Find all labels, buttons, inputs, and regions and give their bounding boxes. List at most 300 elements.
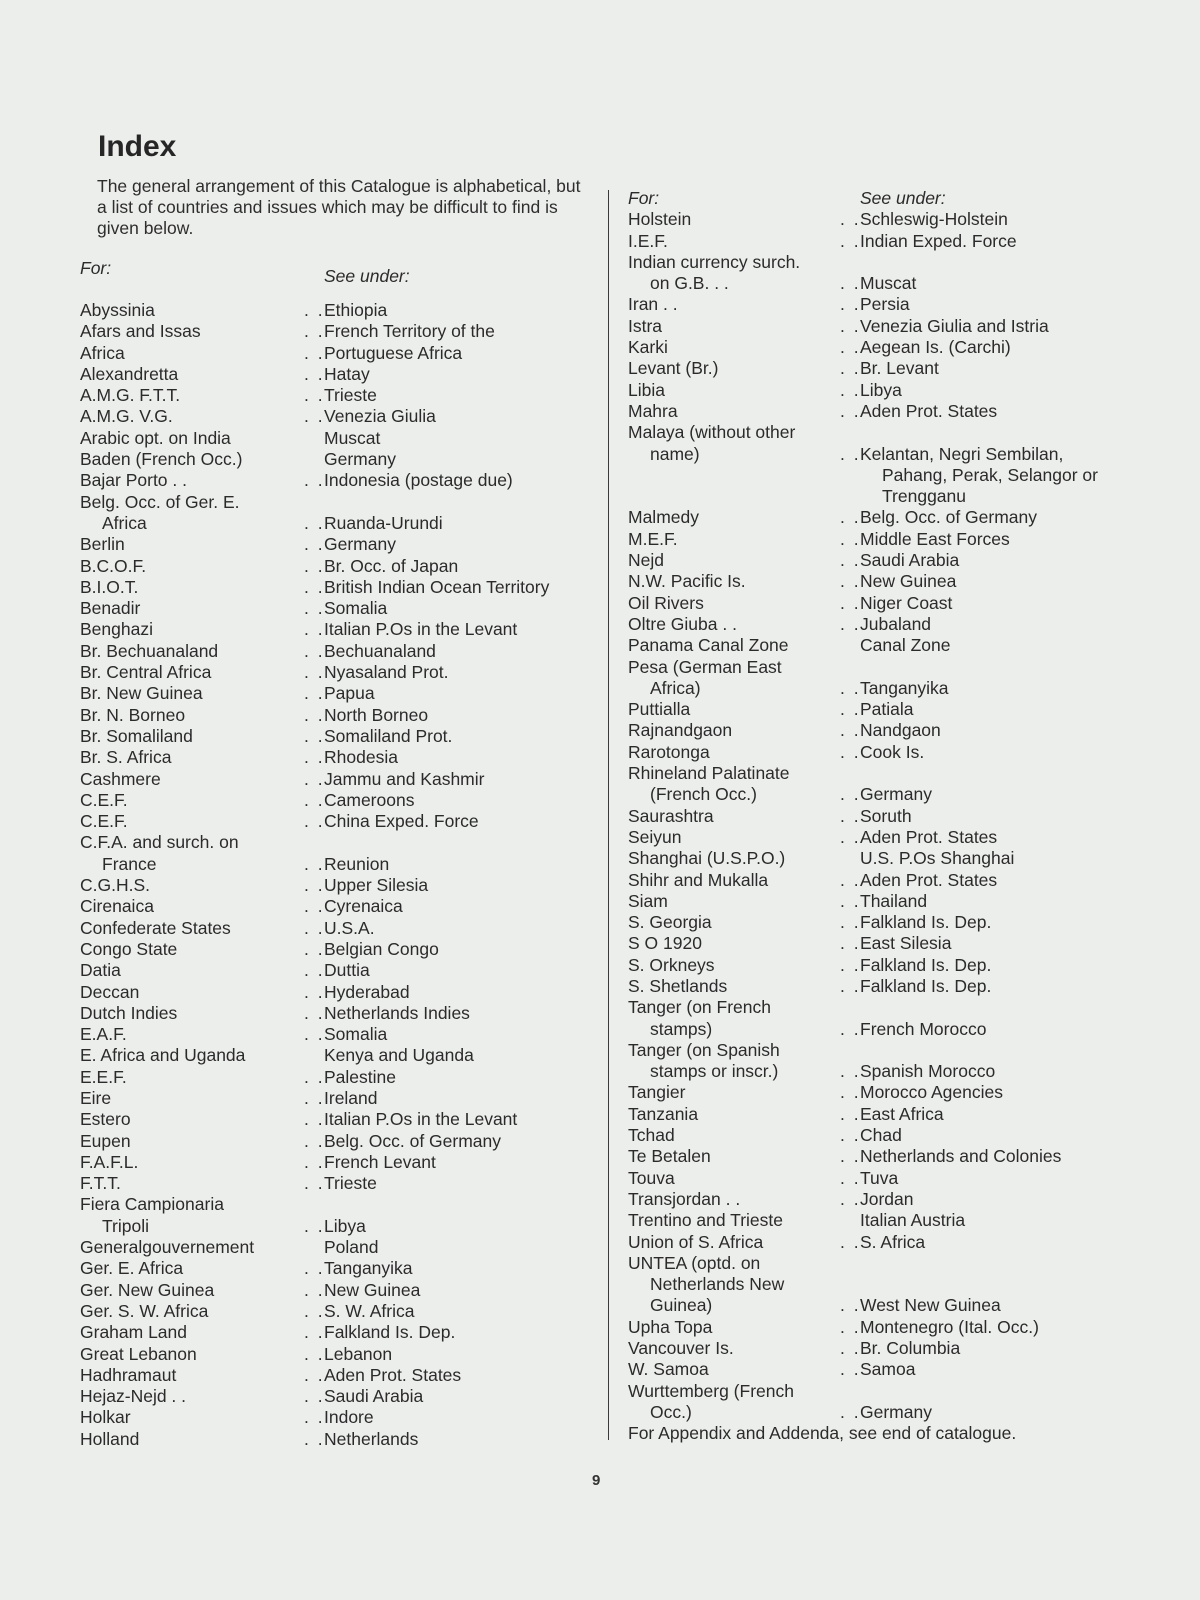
index-entry [628, 252, 1148, 273]
leader-dots: . . [840, 805, 861, 826]
entry-see-under: Netherlands and Colonies [860, 1146, 1062, 1167]
index-entry [628, 550, 1148, 571]
entry-see-under: Venezia Giulia [324, 406, 436, 427]
index-entry [628, 1295, 1148, 1316]
entry-for: Tanzania [628, 1103, 699, 1124]
entry-for: Panama Canal Zone [628, 635, 789, 656]
index-entry [80, 769, 592, 790]
entry-for: Tanger (on French [628, 997, 771, 1018]
entry-see-under: Canal Zone [860, 635, 951, 656]
leader-dots: . . [304, 640, 325, 661]
entry-for: Occ.) [650, 1401, 692, 1422]
leader-dots [304, 449, 314, 470]
entry-see-under: Somaliland Prot. [324, 725, 453, 746]
index-entry [628, 614, 1148, 635]
leader-dots [840, 465, 850, 486]
leader-dots: . . [304, 662, 325, 683]
leader-dots: . . [840, 975, 861, 996]
entry-for: Pesa (German East [628, 656, 782, 677]
entry-for: Berlin [80, 534, 125, 555]
entry-for: (French Occ.) [650, 784, 757, 805]
entry-see-under: Germany [860, 784, 932, 805]
leader-dots: . . [840, 294, 861, 315]
leader-dots: . . [840, 550, 861, 571]
entry-see-under: Aden Prot. States [324, 1364, 462, 1385]
index-entry [80, 1407, 592, 1428]
entry-for: Iran . . [628, 294, 678, 315]
entry-see-under: Cameroons [324, 789, 415, 810]
entry-see-under: Samoa [860, 1359, 916, 1380]
leader-dots: . . [304, 512, 325, 533]
index-entry [628, 1402, 1148, 1423]
leader-dots: . . [304, 725, 325, 746]
entry-for: C.G.H.S. [80, 875, 151, 896]
entry-for: Vancouver Is. [628, 1338, 734, 1359]
leader-dots: . . [304, 1024, 325, 1045]
entry-see-under: Tanganyika [860, 677, 949, 698]
for-header: For: [80, 258, 112, 278]
entry-see-under: New Guinea [860, 571, 957, 592]
index-entry [628, 1210, 1148, 1231]
index-entry [80, 577, 592, 598]
entry-see-under: Duttia [324, 960, 370, 981]
entry-see-under: Falkland Is. Dep. [860, 912, 992, 933]
entry-for: Tangier [628, 1082, 686, 1103]
entry-for: Indian currency surch. [628, 251, 801, 272]
entry-for: Levant (Br.) [628, 358, 719, 379]
leader-dots [840, 486, 850, 507]
leader-dots: . . [304, 1151, 325, 1172]
entry-for: S. Shetlands [628, 975, 728, 996]
entry-for: Cirenaica [80, 896, 154, 917]
leader-dots: . . [840, 209, 861, 230]
leader-dots: . . [304, 555, 325, 576]
entry-for: Oil Rivers [628, 592, 704, 613]
index-entry [628, 358, 1148, 379]
entry-see-under: Saudi Arabia [860, 550, 960, 571]
entry-for: S. Orkneys [628, 954, 715, 975]
entry-for: Cashmere [80, 768, 161, 789]
leader-dots: . . [840, 1338, 861, 1359]
entry-for: E.A.F. [80, 1024, 127, 1045]
entry-see-under: Italian P.Os in the Levant [324, 1109, 518, 1130]
index-column-right [628, 188, 1148, 1445]
index-entry [628, 1274, 1148, 1295]
index-entry [628, 657, 1148, 678]
index-entry [80, 534, 592, 555]
column-divider [608, 190, 609, 1440]
entry-for: F.A.F.L. [80, 1151, 139, 1172]
leader-dots: . . [840, 912, 861, 933]
leader-dots: . . [840, 1103, 861, 1124]
entry-for: F.T.T. [80, 1173, 121, 1194]
index-entry [80, 832, 592, 853]
entry-see-under: Jammu and Kashmir [324, 768, 485, 789]
leader-dots: . . [304, 789, 325, 810]
leader-dots [840, 848, 850, 869]
entry-see-under: Kelantan, Negri Sembilan, [860, 443, 1064, 464]
index-entry [628, 806, 1148, 827]
leader-dots: . . [304, 576, 325, 597]
entry-see-under: Netherlands [324, 1428, 419, 1449]
index-entry [80, 747, 592, 768]
index-column-left [80, 258, 592, 1450]
entry-for: Trentino and Trieste [628, 1210, 783, 1231]
entry-for: W. Samoa [628, 1359, 709, 1380]
entry-see-under: U.S.A. [324, 917, 375, 938]
index-entry [628, 870, 1148, 891]
entry-for: Africa [102, 512, 147, 533]
index-entry [80, 1152, 592, 1173]
index-entry [628, 507, 1148, 528]
index-entry [80, 982, 592, 1003]
leader-dots: . . [840, 571, 861, 592]
entry-for: Congo State [80, 938, 178, 959]
index-entry [628, 997, 1148, 1018]
entry-for: Br. N. Borneo [80, 704, 186, 725]
leader-dots: . . [304, 981, 325, 1002]
index-entry [628, 422, 1148, 443]
entry-for: Estero [80, 1109, 131, 1130]
index-entry [628, 401, 1148, 422]
entry-see-under: Poland [324, 1237, 379, 1258]
entry-for: Union of S. Africa [628, 1231, 764, 1252]
index-entry [628, 976, 1148, 997]
entry-for: Ger. S. W. Africa [80, 1300, 209, 1321]
index-entry [80, 470, 592, 491]
entry-see-under: Middle East Forces [860, 528, 1010, 549]
entry-for: Mahra [628, 400, 678, 421]
index-entry [80, 1045, 592, 1066]
index-entry [628, 1168, 1148, 1189]
leader-dots: . . [840, 315, 861, 336]
index-entry [628, 827, 1148, 848]
leader-dots: . . [304, 534, 325, 555]
index-entry [80, 1173, 592, 1194]
leader-dots: . . [840, 933, 861, 954]
leader-dots: . . [304, 619, 325, 640]
entry-for: Te Betalen [628, 1146, 711, 1167]
entry-for: Datia [80, 960, 121, 981]
leader-dots: . . [304, 1087, 325, 1108]
leader-dots: . . [840, 273, 861, 294]
entry-see-under: Soruth [860, 805, 912, 826]
index-entry [80, 683, 592, 704]
index-entry [80, 854, 592, 875]
leader-dots: . . [840, 890, 861, 911]
index-entry [80, 1322, 592, 1343]
index-entry [628, 1359, 1148, 1380]
entry-for: Eupen [80, 1130, 131, 1151]
entry-see-under: Montenegro (Ital. Occ.) [860, 1316, 1039, 1337]
leader-dots: . . [304, 406, 325, 427]
entry-for: Graham Land [80, 1322, 188, 1343]
index-entry [628, 1317, 1148, 1338]
leader-dots [840, 763, 850, 784]
entry-see-under: Libya [860, 379, 902, 400]
leader-dots: . . [304, 960, 325, 981]
index-entry [80, 811, 592, 832]
index-entry [628, 1125, 1148, 1146]
leader-dots: . . [840, 507, 861, 528]
entry-for: Ger. New Guinea [80, 1279, 215, 1300]
entry-for: Alexandretta [80, 363, 179, 384]
entry-see-under: Tanganyika [324, 1258, 413, 1279]
entry-for: Fiera Campionaria [80, 1194, 224, 1215]
index-entry [628, 294, 1148, 315]
entry-for: Libia [628, 379, 665, 400]
entry-for: Belg. Occ. of Ger. E. [80, 491, 240, 512]
leader-dots: . . [304, 385, 325, 406]
entry-for: B.C.O.F. [80, 555, 147, 576]
leader-dots: . . [840, 1295, 861, 1316]
entry-see-under: Saudi Arabia [324, 1386, 424, 1407]
entry-see-under: French Morocco [860, 1018, 987, 1039]
entry-see-under: Germany [324, 534, 396, 555]
leader-dots: . . [840, 337, 861, 358]
index-entry [80, 641, 592, 662]
index-entry [628, 209, 1148, 230]
leader-dots [840, 657, 850, 678]
entry-see-under: Aden Prot. States [860, 400, 998, 421]
leader-dots [304, 1237, 314, 1258]
index-entry [80, 960, 592, 981]
entry-for: stamps or inscr.) [650, 1061, 779, 1082]
for-header: For: [628, 188, 660, 208]
entry-see-under: Kenya and Uganda [324, 1045, 474, 1066]
leader-dots: . . [840, 358, 861, 379]
entry-for: Br. Somaliland [80, 725, 193, 746]
leader-dots: . . [304, 938, 325, 959]
entry-for: Hadhramaut [80, 1364, 177, 1385]
entry-see-under: East Silesia [860, 933, 952, 954]
leader-dots [304, 1045, 314, 1066]
index-entry [80, 1024, 592, 1045]
index-entry [628, 1189, 1148, 1210]
entry-see-under: Italian Austria [860, 1210, 966, 1231]
index-entry [628, 891, 1148, 912]
entry-for: Karki [628, 337, 668, 358]
entry-see-under: West New Guinea [860, 1295, 1001, 1316]
leader-dots [840, 635, 850, 656]
entry-see-under: Trengganu [882, 486, 966, 507]
entry-for: France [102, 853, 157, 874]
page-title: Index [98, 130, 177, 163]
index-entry [628, 465, 1148, 486]
index-entry [80, 321, 592, 342]
entry-for: A.M.G. F.T.T. [80, 385, 181, 406]
leader-dots [304, 428, 314, 449]
entry-see-under: Aegean Is. (Carchi) [860, 337, 1011, 358]
entry-see-under: Spanish Morocco [860, 1061, 996, 1082]
leader-dots: . . [304, 896, 325, 917]
entry-for: Upha Topa [628, 1316, 713, 1337]
entry-for: Rajnandgaon [628, 720, 733, 741]
index-entry [80, 896, 592, 917]
leader-dots: . . [304, 917, 325, 938]
entry-see-under: China Exped. Force [324, 811, 479, 832]
entry-for: Rarotonga [628, 741, 710, 762]
entry-for: A.M.G. V.G. [80, 406, 173, 427]
entry-see-under: Pahang, Perak, Selangor or [882, 464, 1098, 485]
index-entry [80, 1216, 592, 1237]
entry-see-under: Indonesia (postage due) [324, 470, 513, 491]
leader-dots: . . [304, 1300, 325, 1321]
entry-see-under: U.S. P.Os Shanghai [860, 848, 1015, 869]
entry-for: UNTEA (optd. on [628, 1252, 761, 1273]
leader-dots: . . [840, 1316, 861, 1337]
entry-see-under: Falkland Is. Dep. [324, 1322, 456, 1343]
index-entry [80, 364, 592, 385]
entry-see-under: British Indian Ocean Territory [324, 576, 550, 597]
entry-for: Siam [628, 890, 668, 911]
entry-see-under: French Territory of the [324, 321, 495, 342]
entry-see-under: Lebanon [324, 1343, 393, 1364]
entry-see-under: Patiala [860, 699, 914, 720]
leader-dots: . . [840, 1401, 861, 1422]
index-entry [80, 1344, 592, 1365]
entry-for: on G.B. . . [650, 273, 729, 294]
leader-dots: . . [840, 869, 861, 890]
entry-see-under: Jordan [860, 1188, 914, 1209]
index-entry [80, 1386, 592, 1407]
index-entry [628, 933, 1148, 954]
leader-dots: . . [840, 1125, 861, 1146]
leader-dots: . . [304, 300, 325, 320]
entry-for: Confederate States [80, 917, 231, 938]
leader-dots: . . [304, 875, 325, 896]
entry-see-under: Italian P.Os in the Levant [324, 619, 518, 640]
entry-see-under: Hatay [324, 363, 370, 384]
entry-for: Generalgouvernement [80, 1237, 255, 1258]
index-entry [628, 486, 1148, 507]
index-entry [628, 231, 1148, 252]
entry-for: Abyssinia [80, 300, 155, 320]
entry-for: name) [650, 443, 700, 464]
entry-see-under: Belgian Congo [324, 938, 439, 959]
index-entry [80, 556, 592, 577]
entry-see-under: Persia [860, 294, 910, 315]
entry-for: Saurashtra [628, 805, 714, 826]
leader-dots: . . [304, 1364, 325, 1385]
entry-for: C.E.F. [80, 811, 128, 832]
entry-see-under: Bechuanaland [324, 640, 436, 661]
leader-dots [840, 1253, 850, 1274]
entry-for [628, 486, 836, 507]
leader-dots [304, 1194, 314, 1215]
index-entry [628, 1381, 1148, 1402]
entry-see-under: Cook Is. [860, 741, 925, 762]
leader-dots: . . [840, 720, 861, 741]
entry-for: Baden (French Occ.) [80, 449, 243, 470]
column-header [80, 258, 592, 300]
index-entry [80, 1003, 592, 1024]
entry-see-under: Nandgaon [860, 720, 941, 741]
leader-dots: . . [304, 747, 325, 768]
entry-for: Guinea) [650, 1295, 713, 1316]
leader-dots: . . [840, 741, 861, 762]
index-entry [80, 598, 592, 619]
leader-dots [840, 1210, 850, 1231]
index-entry [80, 492, 592, 513]
leader-dots: . . [840, 613, 861, 634]
entry-for [628, 465, 836, 486]
entry-for: Br. New Guinea [80, 683, 203, 704]
entry-for: Rhineland Palatinate [628, 763, 790, 784]
leader-dots: . . [304, 598, 325, 619]
leader-dots [840, 1274, 850, 1295]
index-entry [628, 848, 1148, 869]
entry-see-under: Upper Silesia [324, 875, 429, 896]
entry-for: Netherlands New [650, 1274, 785, 1295]
index-entry [80, 1258, 592, 1279]
entry-see-under: Trieste [324, 385, 377, 406]
index-entry [80, 1280, 592, 1301]
entry-see-under: New Guinea [324, 1279, 421, 1300]
see-under-header: See under: [860, 188, 946, 208]
leader-dots: . . [304, 1109, 325, 1130]
entry-see-under: Jubaland [860, 613, 932, 634]
index-entry [628, 742, 1148, 763]
entry-see-under: East Africa [860, 1103, 944, 1124]
leader-dots: . . [840, 1359, 861, 1380]
entry-see-under: Schleswig-Holstein [860, 209, 1008, 230]
leader-dots: . . [304, 1386, 325, 1407]
leader-dots: . . [840, 1188, 861, 1209]
leader-dots: . . [304, 1428, 325, 1449]
leader-dots: . . [304, 1407, 325, 1428]
entry-for: Touva [628, 1167, 675, 1188]
entry-for: Bajar Porto . . [80, 470, 187, 491]
entry-for: Africa [80, 342, 125, 363]
index-entry [628, 571, 1148, 592]
entry-for: Br. Bechuanaland [80, 640, 219, 661]
leader-dots [840, 1040, 850, 1061]
entry-see-under: Tuva [860, 1167, 899, 1188]
index-entry [80, 662, 592, 683]
leader-dots [304, 832, 314, 853]
index-entry [80, 449, 592, 470]
entry-for: Holland [80, 1428, 140, 1449]
leader-dots: . . [304, 342, 325, 363]
leader-dots: . . [840, 400, 861, 421]
entry-see-under: French Levant [324, 1151, 436, 1172]
entry-for: Benadir [80, 598, 141, 619]
entry-see-under: Aden Prot. States [860, 869, 998, 890]
entry-see-under: Papua [324, 683, 375, 704]
entry-for: Istra [628, 315, 663, 336]
index-entry [628, 593, 1148, 614]
entry-for: Shihr and Mukalla [628, 869, 769, 890]
index-entry [628, 763, 1148, 784]
index-entry [628, 720, 1148, 741]
index-entry [628, 784, 1148, 805]
entry-for: Tripoli [102, 1215, 149, 1236]
leader-dots: . . [304, 1066, 325, 1087]
entry-for: Br. Central Africa [80, 662, 212, 683]
entry-see-under: Trieste [324, 1173, 377, 1194]
entry-for: Malmedy [628, 507, 699, 528]
leader-dots: . . [840, 592, 861, 613]
entry-see-under: Rhodesia [324, 747, 398, 768]
entry-for: E.E.F. [80, 1066, 127, 1087]
entry-for: M.E.F. [628, 528, 678, 549]
entry-see-under: Reunion [324, 853, 390, 874]
entry-for: Eire [80, 1087, 112, 1108]
leader-dots: . . [840, 379, 861, 400]
leader-dots [840, 422, 850, 443]
index-entry [80, 385, 592, 406]
